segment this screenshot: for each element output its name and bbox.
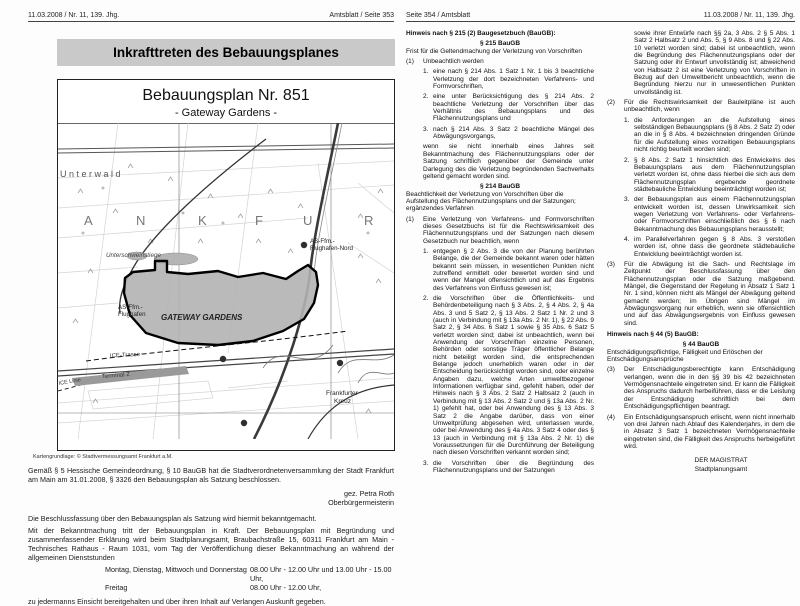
magistrat-signature [665, 457, 777, 475]
item-number: 2. [423, 93, 429, 101]
label-as-ffm-flughafen [118, 304, 146, 318]
item-text: die Vorschriften über die Begründung des Flächennutzungsplans und der Satzungen [433, 459, 594, 474]
paragraph-resolution: Gemäß § 5 Hessische Gemeindeordnung, § 10 BauGB hat die Stadtverordnetenversammlung der Stadt Frankfurt am Main am 31.01.2008, § 3326 den Bebauungsplan als Satzung beschlossen. [28, 466, 394, 484]
svg-text:K: K [198, 213, 207, 228]
svg-text:N: N [136, 213, 146, 228]
list-item [423, 248, 594, 292]
svg-text:U: U [303, 213, 313, 228]
paragraph-214-3 [607, 261, 795, 327]
paragraph-text: Der Entschädigungsberechtigte kann Entschädigung verlangen, wenn die in den §§ 39 bis 42 bezeichneten Vermögensnachteile eingetreten sind. Er kann die Fälligkeit des Anspruchs dadurch herbeiführen, dass er die Leistung der Entschädigung schriftlich bei dem Entschädigungspflichtigen beantragt. [624, 366, 795, 411]
item-number: 1. [423, 68, 429, 76]
paragraph-44-3 [607, 366, 795, 410]
law-214-subtitle: Beachtlichkeit der Verletzung von Vorschriften über die Aufstellung des Flächennutzungsplans und der Satzungen; ergänzendes Verfahren [406, 190, 576, 213]
item-text: entgegen § 2 Abs. 3 die von der Planung berührten Belange, die der Gemeinde bekannt waren oder hätten bekannt sein müssen, in wesentlichen Punkten nicht zutreffend ermittelt oder bewertet worden sind und wenn der Mangel offensichtlich und auf das Ergebnis des Verfahrens von Einfluss gewesen ist; [433, 247, 594, 292]
list-item [624, 117, 795, 154]
label-terminal-2: Terminal 2 [101, 371, 130, 381]
legal-column-1 [406, 30, 594, 475]
paragraph-214-2 [607, 99, 795, 114]
item-number: 1. [423, 247, 429, 255]
item-number: 3. [423, 125, 429, 133]
plan-map-box [57, 79, 395, 451]
item-number: 4. [624, 235, 630, 243]
list-item [423, 295, 594, 457]
label-unterschweinstiege: Unterschweinstiege [106, 252, 161, 259]
item-text: im Parallelverfahren gegen § 8 Abs. 3 verstoßen worden ist, ohne dass die geordnete städtebauliche Entwicklung beeinträchtigt worden ist. [634, 235, 795, 258]
office-days: Freitag [105, 583, 128, 593]
map-source-caption: Kartengrundlage: © Stadtvermessungsamt Frankfurt a.M. [33, 454, 173, 460]
item-text: eine nach § 214 Abs. 1 Satz 1 Nr. 1 bis 3 beachtliche Verletzung der dort bezeichneten Verfahrens- und Formvorschriften, [433, 68, 594, 91]
svg-text:Flughafen: Flughafen [118, 311, 146, 318]
svg-text:Frankfurter: Frankfurter [326, 390, 358, 397]
list-item [624, 236, 795, 258]
svg-text:R: R [364, 213, 374, 228]
paragraph-215-1 [406, 58, 594, 65]
legal-text-columns [406, 30, 795, 475]
list-item [624, 157, 795, 194]
plan-name-subtitle: - Gateway Gardens - [174, 107, 278, 119]
hinweis-215-heading: Hinweis nach § 215 (2) Baugesetzbuch (BauGB): [406, 30, 556, 37]
svg-text:F: F [255, 213, 263, 228]
office-days: Montag, Dienstag, Mittwoch und Donnerstag [105, 564, 247, 574]
legal-column-2 [607, 30, 795, 475]
paragraph-number: (4) [607, 413, 615, 421]
paragraph-text: Unbeachtlich werden [423, 58, 484, 66]
office-hours-row [28, 565, 394, 584]
paragraph-inspection-location: Mit der Bekanntmachung tritt der Bebauungsplan in Kraft. Der Bebauungsplan mit Begründung und zusammenfassender Erklärung wird beim Stadtplanungsamt, Braubachstraße 15, 60311 Frankfurt am Main - Technisches Rathaus - Raum 1031, vom Tag der Veröffentlichung dieser Bekanntmachung an während der allgemeinen Dienststunden [28, 525, 394, 562]
paragraph-text: Für die Abwägung ist die Sach- und Rechtslage im Zeitpunkt der Beschlussfassung über den Flächennutzungsplan oder die Satzung maßgebend. Mängel, die Gegenstand der Regelung in Absatz 1 Satz 1 Nr. 1 sind, können nicht als Mängel der Abwägung geltend gemacht werden; im Übrigen sind Mängel im Abwägungsvorgang nur erheblich, wenn sie offensichtlich und auf das Abwägungsergebnis von Einfluss gewesen sind. [624, 260, 795, 327]
header-page-number: Seite 354 / Amtsblatt [406, 12, 471, 19]
list-item [624, 196, 795, 233]
item-text: der Bebauungsplan aus einem Flächennutzungsplan entwickelt worden ist, dessen Unwirksamkeit sich wegen Verletzung von Verfahrens- oder Verfahrens- oder Formvorschriften einschließlich des § 6 nach Bekanntmachung des Bebauungsplans herausstellt; [634, 196, 795, 233]
list-item [423, 126, 594, 141]
signature-dept: Stadtplanungsamt [694, 465, 748, 473]
item-text: die Anforderungen an die Aufstellung eines selbständigen Bebauungsplans (§ 8 Abs. 2 Satz 2) oder an die in § 8 Abs. 4 bezeichneten dringenden Gründe für die Aufstellung eines vorzeitigen Bebauungsplans nicht richtig beurteilt worden sind; [634, 116, 795, 154]
signature-org: DER MAGISTRAT [694, 457, 748, 465]
law-44-subtitle: Entschädigungspflichtige, Fälligkeit und Erlöschen der Entschädigungsansprüche [607, 348, 763, 364]
signature-block [28, 489, 394, 508]
paragraph-access: zu jedermanns Einsicht bereitgehalten und über ihren Inhalt auf Verlangen Auskunft gegeben. [28, 596, 326, 606]
header-date-issue: 11.03.2008 / Nr. 11, 139. Jhg. [28, 12, 120, 19]
law-215-subtitle: Frist für die Geltendmachung der Verletzung von Vorschriften [406, 47, 582, 55]
item-text: § 8 Abs. 2 Satz 1 hinsichtlich des Entwickelns des Bebauungsplans aus dem Flächennutzungsplan verletzt worden ist, ohne dass hierbei die sich aus dem Flächennutzungsplan ergebende geordnete städtebauliche Entwicklung beeinträchtigt worden ist; [634, 156, 795, 193]
paragraph-tail: wenn sie nicht innerhalb eines Jahres seit Bekanntmachung des Flächennutzungsplans oder der Satzung schriftlich gegenüber der Gemeinde unter Darlegung des die Verletzung begründenden Sachverhalts geltend gemacht worden sind. [423, 143, 594, 180]
law-214-title: § 214 BauGB [479, 183, 521, 191]
paragraph-number: (3) [607, 366, 615, 374]
item-text: die Vorschriften über die Öffentlichkeits- und Behördenbeteiligung nach § 3 Abs. 2, § 4 Abs. 2, § 4a Abs. 3 und 5 Satz 2, § 13 Abs. 2 Satz 1 Nr. 2 und 3 (auch in Verbindung mit § 13a Abs. 2 Nr. 1), § 22 Abs. 9 Satz 2, § 34 Abs. 6 Satz 1 sowie § 35 Abs. 6 Satz 5 verletzt worden sind; dabei ist unbeachtlich, wenn bei Anwendung der Vorschriften einzelne Personen, Behörden oder sonstige Träger öffentlicher Belange nicht beteiligt worden sind, die entsprechenden Belange jedoch unerheblich waren oder in der Entscheidung berücksichtigt worden sind, oder einzelne Angaben dazu, welche Arten umweltbezogener Informationen verfügbar sind, gefehlt haben, oder der Hinweis nach § 3 Abs. 2 Satz 2 Halbsatz 2 (auch in Verbindung mit § 13 Abs. 2 Satz 2 und § 13a Abs. 2 Nr. 1) gefehlt hat, oder bei Anwendung des § 13 Abs. 3 Satz 2 die Angabe darüber, dass von einer Umweltprüfung abgesehen wird, unterlassen wurde, oder bei Anwendung des § 4a Abs. 3 Satz 4 oder des § 13 (auch in Verbindung mit § 13a Abs. 2 Nr. 1) die Voraussetzungen für die Durchführung der Beteiligung nach diesen Vorschriften verkannt worden sind; [433, 295, 594, 457]
item-text: nach § 214 Abs. 3 Satz 2 beachtliche Mängel des Abwägungsvorgangs, [433, 125, 594, 141]
paragraph-announcement: Die Beschlussfassung über den Bebauungsplan als Satzung wird hiermit bekanntgemacht. [28, 513, 317, 523]
item-number: 3. [423, 459, 429, 467]
svg-text:AS-Ffm.-: AS-Ffm.- [118, 304, 143, 311]
item-continuation: sowie ihrer Entwürfe nach §§ 2a, 3 Abs. 2 § 5 Abs. 1 Satz 2 Halbsatz 2 und Abs. 5, § 9 Abs. 8 und § 22 Abs. 10 verletzt worden sind; dabei ist unbeachtlich, wenn die Begründung des Flächennutzungsplans oder der Satzung oder ihr Entwurf unvollständig ist; abweichend von Halbsatz 2 ist eine Verletzung von Vorschriften in Bezug auf den Umweltbericht unbeachtlich, wenn die Begründung hierzu nur in unwesentlichen Punkten unvollständig ist. [634, 30, 795, 96]
hinweis-44-heading: Hinweis nach § 44 (5) BauGB: [607, 331, 699, 339]
svg-text:Kreuz: Kreuz [334, 398, 351, 405]
page-354-header [406, 12, 795, 22]
site-map [58, 123, 394, 439]
page-354 [400, 0, 800, 600]
signature-name: gez. Petra Roth [344, 489, 394, 498]
label-gateway-gardens: GATEWAY GARDENS [161, 313, 243, 322]
list-item [423, 460, 594, 475]
paragraph-text: Eine Verletzung von Verfahrens- und Formvorschriften dieses Gesetzbuchs ist für die Rechtswirksamkeit des Flächennutzungsplans und der Satzungen nach diesem Gesetzbuch nur beachtlich, wenn [423, 215, 594, 245]
list-item [423, 93, 594, 122]
office-times: 08.00 Uhr - 12.00 Uhr, [250, 583, 322, 593]
office-times: 08.00 Uhr - 12.00 Uhr und 13.00 Uhr - 15.00 Uhr, [250, 564, 392, 584]
signature-role: Oberbürgermeisterin [328, 498, 394, 508]
item-number: 2. [624, 156, 630, 164]
item-number: 1. [624, 116, 630, 124]
paragraph-text: Für die Rechtswirksamkeit der Bauleitpläne ist auch unbeachtlich, wenn [624, 99, 795, 114]
header-date-issue: 11.03.2008 / Nr. 11, 139. Jhg. [703, 12, 795, 19]
page-353-header [28, 12, 394, 22]
law-44-title: § 44 BauGB [682, 341, 720, 349]
header-page-number: Amtsblatt / Seite 353 [329, 12, 394, 19]
item-number: 3. [624, 196, 630, 204]
law-215-title: § 215 BauGB [479, 40, 521, 48]
svg-text:Flughafen-Nord: Flughafen-Nord [310, 245, 353, 252]
plan-number-title: Bebauungsplan Nr. 851 [142, 87, 310, 104]
paragraph-number: (3) [607, 260, 615, 268]
office-hours-row [28, 583, 394, 592]
paragraph-44-4 [607, 414, 795, 451]
paragraph-214-1 [406, 216, 594, 245]
label-unterwald: Unterwald [60, 169, 124, 179]
item-text: eine unter Berücksichtigung des § 214 Abs. 2 beachtliche Verletzung der Vorschriften über das Verhältnis des Bebauungsplans und des Flächennutzungsplans und [433, 93, 594, 123]
svg-text:A: A [84, 213, 93, 228]
svg-text:AS-Ffm.-: AS-Ffm.- [310, 238, 335, 245]
label-ice-linie: ICE Linie [58, 377, 82, 387]
paragraph-number: (1) [406, 215, 414, 223]
paragraph-text: Ein Entschädigungsanspruch erlischt, wenn nicht innerhalb von drei Jahren nach Ablauf des Kalenderjahrs, in dem die in Absatz 3 Satz 1 bezeichneten Vermögensnachteile eingetreten sind, die Fälligkeit des Anspruchs herbeigeführt wird. [624, 413, 795, 450]
list-item [423, 68, 594, 90]
paragraph-number: (2) [607, 99, 615, 107]
item-number: 2. [423, 295, 429, 302]
label-ice-trasse: ICE-Trasse [109, 351, 141, 360]
paragraph-number: (1) [406, 58, 414, 66]
notice-title-banner: Inkrafttreten des Bebauungsplanes [57, 39, 395, 66]
